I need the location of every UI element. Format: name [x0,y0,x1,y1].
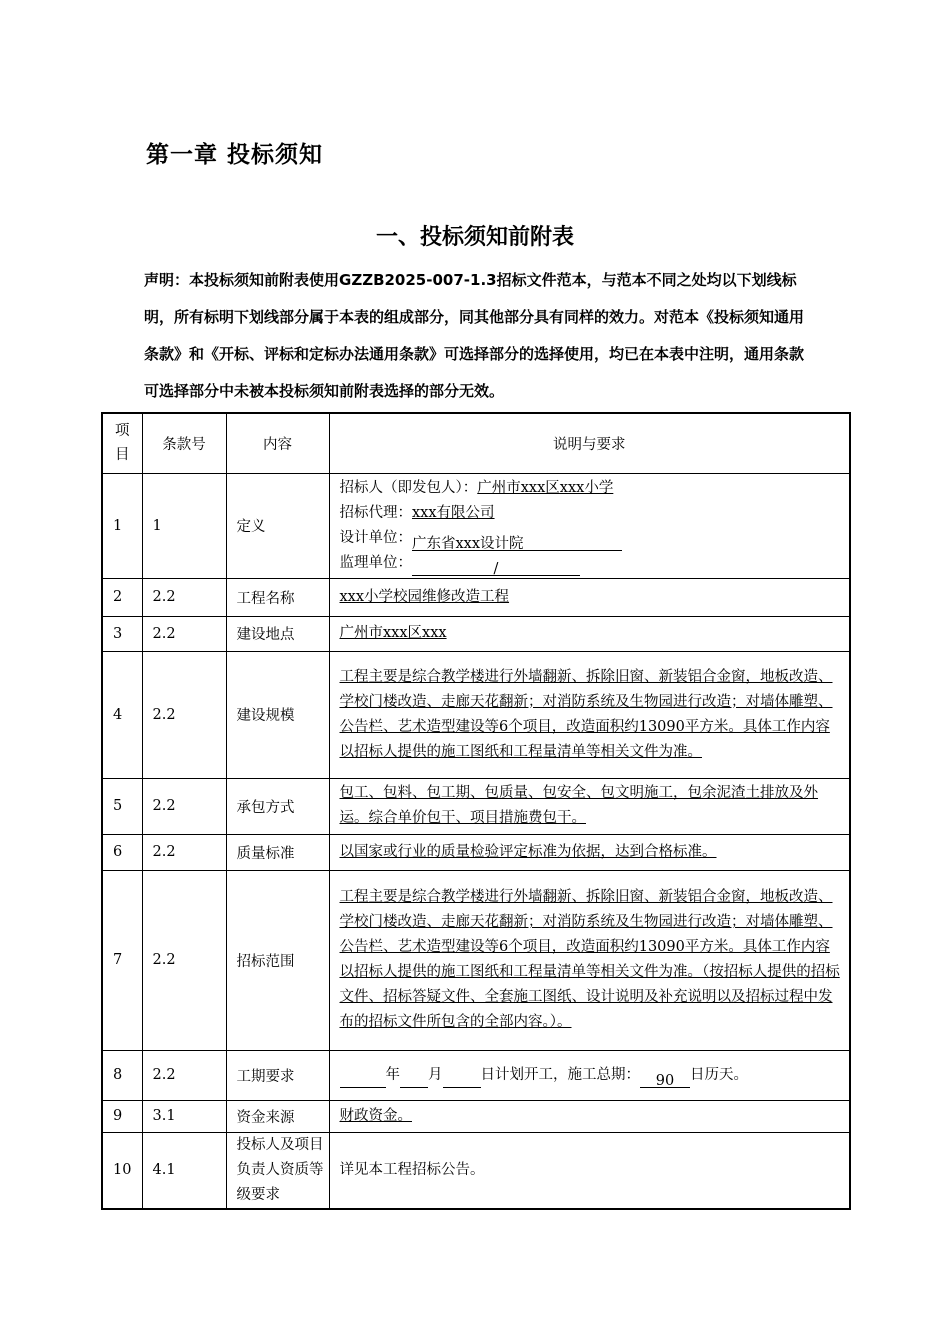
row-desc [329,870,850,1050]
row-content: 承包方式 [226,778,329,834]
definition-value: 广州市xxx区xxx小学 [477,479,614,496]
row-clause: 3.1 [142,1100,226,1132]
definition-label: 监理单位： [339,554,412,571]
row-item: 1 [102,473,142,578]
row-item: 6 [102,834,142,870]
row-content: 投标人及项目负责人资质等级要求 [226,1132,329,1209]
table-row [102,778,850,834]
row-desc [329,651,850,778]
header-desc: 说明与要求 [329,413,850,473]
month-label: 月 [428,1066,443,1083]
row-desc-text: 广州市xxx区xxx [339,625,447,641]
month-blank [400,1069,428,1088]
header-content: 内容 [226,413,329,473]
header-item: 项目 [102,413,142,473]
row-item: 3 [102,616,142,651]
year-blank [340,1069,386,1088]
row-desc-text: 以国家或行业的质量检验评定标准为依据，达到合格标准。 [339,843,717,860]
table-row [102,616,850,651]
row-desc: 详见本工程招标公告。 [329,1132,850,1209]
row-item: 8 [102,1050,142,1100]
row-content: 建设地点 [226,616,329,651]
start-text: 日计划开工，施工总期： [480,1066,640,1083]
row-clause: 2.2 [142,651,226,778]
chapter-title: 第一章 投标须知 [146,142,324,168]
row-content: 建设规模 [226,651,329,778]
row-clause: 2.2 [142,870,226,1050]
header-clause: 条款号 [142,413,226,473]
duration-suffix: 日历天。 [690,1066,748,1083]
row-desc [329,778,850,834]
row-desc-text: 财政资金。 [339,1107,412,1124]
row-desc [329,578,850,616]
definition-label: 招标代理： [339,504,412,521]
section-title: 一、投标须知前附表 [375,225,574,250]
row-item: 5 [102,778,142,834]
table-row [102,651,850,778]
row-desc [329,1100,850,1132]
row-clause: 1 [142,473,226,578]
row-desc [329,834,850,870]
appendix-table [101,412,851,1210]
row-clause: 2.2 [142,616,226,651]
table-row [102,1132,850,1209]
definition-value: xxx有限公司 [412,504,495,521]
row-content: 工期要求 [226,1050,329,1100]
row-desc-text: 包工、包料、包工期、包质量、包安全、包文明施工，包余泥渣土排放及外运。综合单价包干、项目措施费包干。 [339,785,818,826]
row-clause: 2.2 [142,834,226,870]
row-clause: 4.1 [142,1132,226,1209]
row-desc [329,616,850,651]
day-blank [443,1069,481,1088]
row-item: 7 [102,870,142,1050]
row-content: 质量标准 [226,834,329,870]
row-item: 2 [102,578,142,616]
row-desc-text: xxx小学校园维修改造工程 [339,588,510,605]
row-desc [329,473,850,578]
table-header-row [102,413,850,473]
row-clause: 2.2 [142,1050,226,1100]
year-label: 年 [385,1066,400,1083]
definition-value: 广东省xxx设计院 [412,532,622,551]
definition-label: 招标人（即发包人）： [339,479,478,496]
definition-line [340,551,842,576]
table-row [102,1100,850,1132]
row-desc [329,1050,850,1100]
row-clause: 2.2 [142,578,226,616]
definition-label: 设计单位： [339,529,412,546]
row-item: 4 [102,651,142,778]
row-content: 工程名称 [226,578,329,616]
row-content: 定义 [226,473,329,578]
table-row [102,870,850,1050]
row-item: 10 [102,1132,142,1209]
row-desc-text: 工程主要是综合教学楼进行外墙翻新、拆除旧窗、新装铝合金窗，地板改造、学校门楼改造、走廊天花翻新；对消防系统及生物园进行改造；对墙体雕塑、公告栏、艺术造型建设等6个项目，改造面积约13090平方米。具体工作内容以招标人提供的施工图纸和工程量清单等相关文件为准。（按招标人提供的招标文件、招标答疑文件、全套施工图纸、设计说明及补充说明以及招标过程中发布的招标文件所包含的全部内容。）。 [339,889,840,1030]
definition-line [340,526,842,551]
table-row [102,578,850,616]
definition-line [340,476,842,501]
row-clause: 2.2 [142,778,226,834]
row-item: 9 [102,1100,142,1132]
statement-paragraph: 声明：本投标须知前附表使用GZZB2025-007-1.3招标文件范本，与范本不同之处均以下划线标明，所有标明下划线部分属于本表的组成部分，同其他部分具有同样的效力。对范本《投标须知通用条款》和《开标、评标和定标办法通用条款》可选择部分的选择使用，均已在本表中注明，通用条款可选择部分中未被本投标须知前附表选择的部分无效。 [144,271,805,400]
duration-days: 90 [640,1069,690,1088]
row-content: 资金来源 [226,1100,329,1132]
definition-line [340,501,842,526]
row-content: 招标范围 [226,870,329,1050]
table-row [102,473,850,578]
table-row [102,1050,850,1100]
table-row [102,834,850,870]
row-desc-text: 工程主要是综合教学楼进行外墙翻新、拆除旧窗、新装铝合金窗，地板改造、学校门楼改造、走廊天花翻新；对消防系统及生物园进行改造；对墙体雕塑、公告栏、艺术造型建设等6个项目，改造面积约13090平方米。具体工作内容以招标人提供的施工图纸和工程量清单等相关文件为准。 [339,668,833,760]
definition-value: / [412,557,580,576]
